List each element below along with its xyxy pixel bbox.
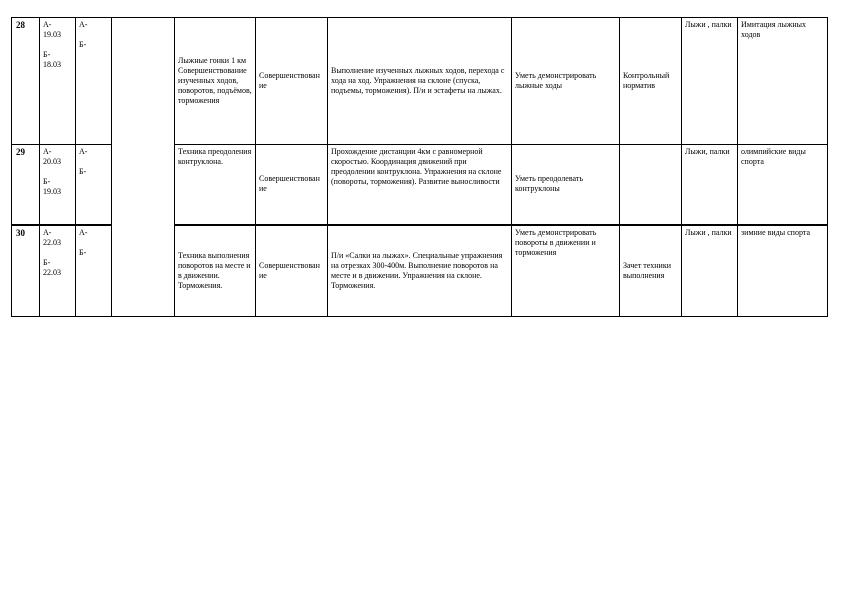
planned-date-b: Б- 22.03 [43, 257, 61, 277]
lesson-topic: Техника выполнения поворотов на месте и в движении. Торможения. [175, 225, 256, 317]
lesson-type: Совершенствование [256, 145, 328, 225]
table-row [12, 18, 828, 145]
actual-date-b: Б- [79, 247, 87, 257]
expected-result: Уметь преодолевать контруклоны [512, 145, 620, 225]
homework: зимние виды спорта [738, 225, 828, 317]
actual-date-cell [76, 225, 112, 317]
actual-date-a: А- [79, 147, 88, 156]
expected-result: Уметь демонстрировать лыжные ходы [512, 18, 620, 145]
lesson-type: Совершенствование [256, 225, 328, 317]
planned-date-a: А- 20.03 [43, 147, 61, 166]
control-type: Контрольный норматив [620, 18, 682, 145]
planned-date-b: Б- 18.03 [43, 50, 61, 69]
homework: Имитация лыжных ходов [738, 18, 828, 145]
empty-merged-cell [112, 18, 175, 317]
actual-date-a: А- [79, 20, 88, 29]
control-type [620, 145, 682, 225]
expected-result: Уметь демонстрировать повороты в движении и торможения [512, 225, 620, 317]
actual-date-cell [76, 18, 112, 145]
actual-date-cell [76, 145, 112, 225]
lesson-type: Совершенствование [256, 18, 328, 145]
planned-date-cell [40, 225, 76, 317]
lesson-number: 29 [12, 145, 40, 225]
actual-date-a: А- [79, 227, 88, 237]
lesson-number: 30 [12, 225, 40, 317]
lesson-content: Выполнение изученных лыжных ходов, перехода с хода на ход. Упражнения на склоне (спуска, подъемы, торможения). П/и и эстафеты на лыжах. [328, 18, 512, 145]
lesson-topic: Лыжные гонки 1 км Совершенствование изученных ходов, поворотов, подъёмов, торможения [175, 18, 256, 145]
lesson-content: Прохождение дистанции 4км с равномерной скоростью. Координация движений при преодолении контруклона. Упражнения на склоне (повороты, торможения). Развитие выносливости [328, 145, 512, 225]
lesson-number: 28 [12, 18, 40, 145]
homework: олимпийские виды спорта [738, 145, 828, 225]
lesson-content: П/и «Салки на лыжах». Специальные упражнения на отрезках 300-400м. Выполнение поворотов на месте и в движении. Упражнения на склоне. Торможения. [328, 225, 512, 317]
actual-date-b: Б- [79, 167, 87, 176]
actual-date-b: Б- [79, 40, 87, 49]
planned-date-a: А- 22.03 [43, 227, 61, 247]
lesson-plan-table [11, 17, 828, 317]
equipment: Лыжи , палки [682, 18, 738, 145]
equipment: Лыжи , палки [682, 225, 738, 317]
control-type: Зачет техники выполнения [620, 225, 682, 317]
planned-date-a: А- 19.03 [43, 20, 61, 39]
planned-date-cell [40, 18, 76, 145]
planned-date-cell [40, 145, 76, 225]
equipment: Лыжи, палки [682, 145, 738, 225]
lesson-topic: Техника преодоления контруклона. [175, 145, 256, 225]
planned-date-b: Б- 19.03 [43, 177, 61, 196]
